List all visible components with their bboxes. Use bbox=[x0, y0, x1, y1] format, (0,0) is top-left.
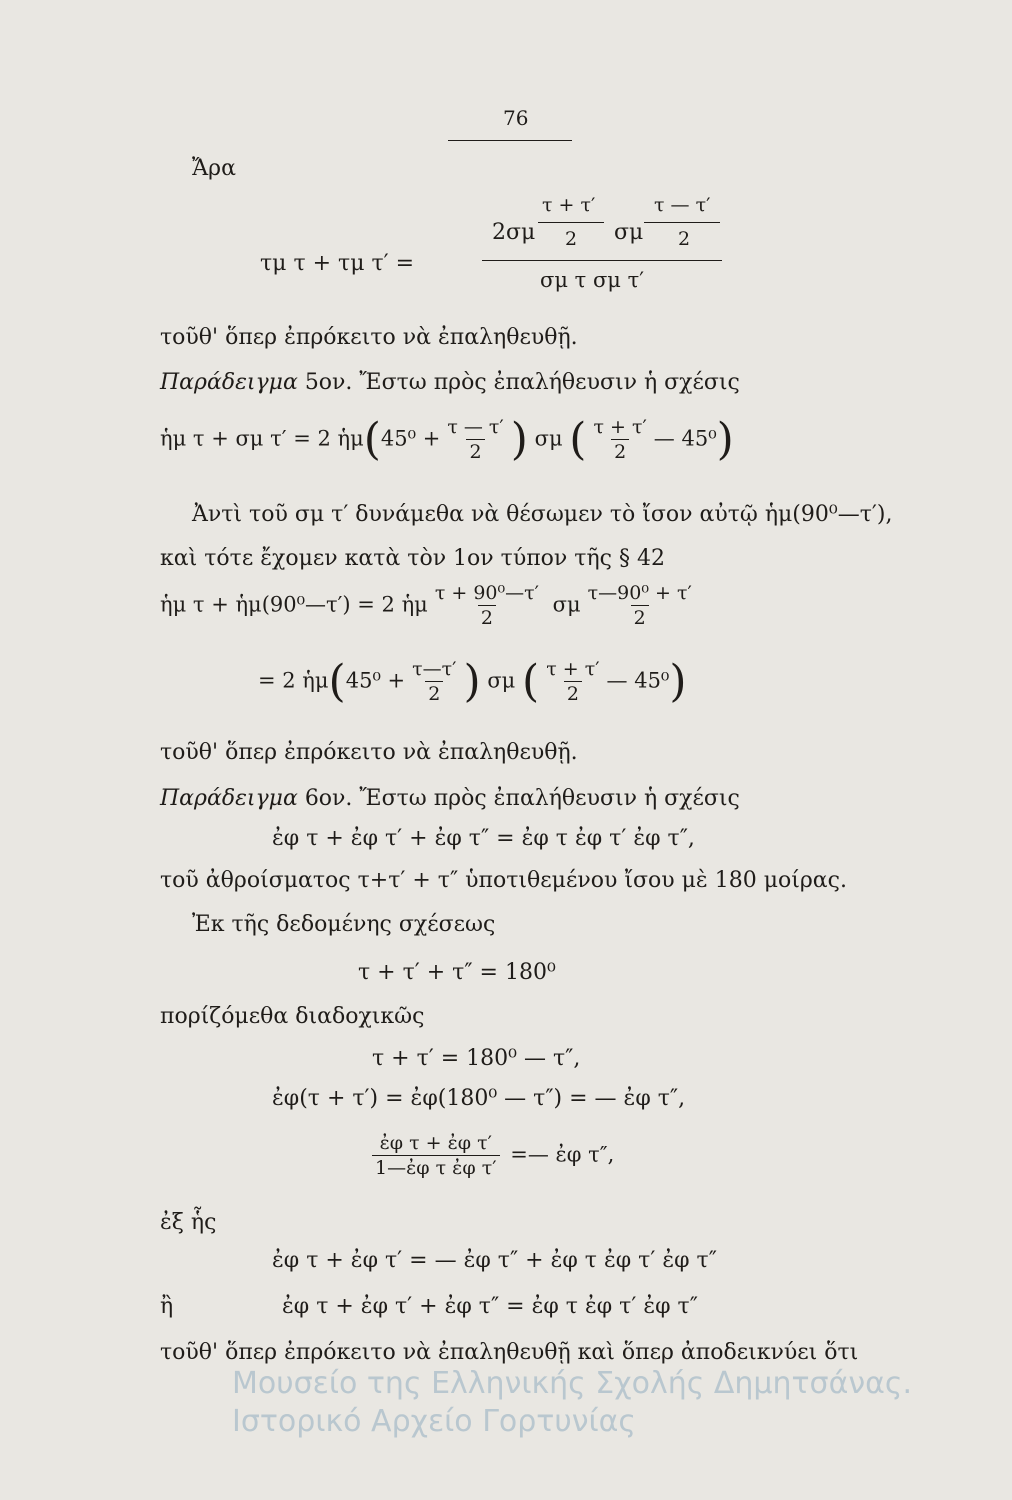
page-number: 76 bbox=[503, 106, 529, 130]
ex5-eq2-lhs: ἡμ τ + ἡμ(90⁰—τ′) = 2 ἡμ bbox=[160, 592, 428, 617]
ara-word: Ἄρα bbox=[192, 156, 236, 181]
ex5-line-1: Ἀντὶ τοῦ σμ τ′ δυνάμεθα νὰ θέσωμεν τὸ ἴσον αὐτῷ ἡμ(90⁰—τ′), bbox=[192, 502, 893, 527]
ex6-eq-5 bbox=[372, 1134, 614, 1178]
ex6-ex-his: ἐξ ἧς bbox=[160, 1210, 217, 1235]
conclusion-1: τοῦθ' ὅπερ ἐπρόκειτο νὰ ἐπαληθευθῇ. bbox=[160, 325, 578, 350]
page-number-rule bbox=[448, 140, 572, 141]
example-text: Ἔστω πρὸς ἐπαλήθευσιν ἡ σχέσις bbox=[359, 786, 740, 811]
ex5-eq3-lhs: = 2 ἡμ bbox=[258, 668, 329, 693]
eq1-numerator bbox=[492, 194, 722, 254]
ex5-eq-sm: σμ bbox=[534, 426, 563, 451]
ex5-eq3-frac-b: $\frac{\tau + \tau'}{2}$ bbox=[546, 658, 600, 705]
eq1-frac2-num: τ — τ′ bbox=[654, 194, 711, 216]
ex5-equation: ἡμ τ + σμ τ′ = 2 ἡμ(45⁰ + $\frac{\tau — \tau'}{2}$ ) σμ ( $\frac{\tau + \tau'}{2}$ — 45⁰) bbox=[160, 414, 734, 465]
ex6-final-line: τοῦθ' ὅπερ ἐπρόκειτο νὰ ἐπαληθευθῇ καὶ ὅπερ ἀποδεικνύει ὅτι bbox=[160, 1340, 859, 1365]
eq1-frac2-den: 2 bbox=[678, 228, 691, 250]
eq1-frac1-den: 2 bbox=[565, 228, 578, 250]
eq1-coef: 2σμ bbox=[492, 220, 536, 245]
ex5-eq3-a: 45⁰ + bbox=[345, 668, 406, 693]
ex5-frac-a: $\frac{\tau — \tau'}{2}$ bbox=[447, 416, 504, 463]
example-label: Παράδειγμα bbox=[160, 786, 298, 811]
ex5-eq2-frac-b: $\frac{\text{τ—90⁰ + τ′}}{2}$ bbox=[587, 582, 692, 629]
eq1-sm: σμ bbox=[614, 220, 644, 245]
ex6-line-1: τοῦ ἀθροίσματος τ+τ′ + τ″ ὑποτιθεμένου ἴσου μὲ 180 μοίρας. bbox=[160, 868, 847, 893]
ex5-eq-lhs: ἡμ τ + σμ τ′ = 2 ἡμ bbox=[160, 426, 364, 451]
ex6-eq-4: ἐφ(τ + τ′) = ἐφ(180⁰ — τ″) = — ἐφ τ″, bbox=[272, 1086, 686, 1111]
ex5-eq2-frac-a: $\frac{\text{τ + 90⁰—τ′}}{2}$ bbox=[434, 582, 539, 629]
ex5-frac-b: $\frac{\tau + \tau'}{2}$ bbox=[593, 416, 647, 463]
ex5-eq3-frac-a: $\frac{\tau—\tau'}{2}$ bbox=[412, 658, 457, 705]
eq1-lhs: τμ τ + τμ τ′ = bbox=[260, 251, 415, 276]
ex6-eta: ἢ bbox=[160, 1294, 174, 1319]
eq1-frac1-num: τ + τ′ bbox=[542, 194, 596, 216]
ex5-eq3-sm: σμ bbox=[487, 668, 516, 693]
example-text: Ἔστω πρὸς ἐπαλήθευσιν ἡ σχέσις bbox=[359, 370, 740, 395]
ex6-eq5-rhs: =— ἐφ τ″, bbox=[510, 1142, 615, 1167]
example-6-heading bbox=[160, 788, 740, 810]
example-5-heading bbox=[160, 372, 740, 394]
conclusion-2: τοῦθ' ὅπερ ἐπρόκειτο νὰ ἐπαληθευθῇ. bbox=[160, 740, 578, 765]
ex6-eq-6: ἐφ τ + ἐφ τ′ = — ἐφ τ″ + ἐφ τ ἐφ τ′ ἐφ τ″ bbox=[272, 1248, 717, 1273]
ex6-line-2: Ἐκ τῆς δεδομένης σχέσεως bbox=[192, 912, 496, 937]
ex6-eq-2: τ + τ′ + τ″ = 180⁰ bbox=[358, 960, 556, 985]
ex5-equation-2 bbox=[160, 584, 699, 628]
ex5-eq3-b: — 45⁰ bbox=[606, 668, 670, 693]
ex5-equation-3: = 2 ἡμ(45⁰ + $\frac{\tau—\tau'}{2}$ ) σμ ( $\frac{\tau + \tau'}{2}$ — 45⁰) bbox=[258, 656, 687, 707]
ex5-eq2-sm: σμ bbox=[552, 592, 581, 617]
watermark-line-2: Ιστορικό Αρχείο Γορτυνίας bbox=[232, 1404, 637, 1439]
ex6-eq-3: τ + τ′ = 180⁰ — τ″, bbox=[372, 1046, 581, 1071]
ex5-line-2: καὶ τότε ἔχομεν κατὰ τὸν 1ον τύπον τῆς § 42 bbox=[160, 546, 665, 571]
ex6-line-3: πορίζόμεθα διαδοχικῶς bbox=[160, 1004, 425, 1029]
ex5-eq-a: 45⁰ + bbox=[380, 426, 441, 451]
ex6-eq-7: ἐφ τ + ἐφ τ′ + ἐφ τ″ = ἐφ τ ἐφ τ′ ἐφ τ″ bbox=[282, 1294, 698, 1319]
eq1-denominator: σμ τ σμ τ′ bbox=[540, 268, 644, 292]
watermark-line-1: Μουσείο της Ελληνικής Σχολής Δημητσάνας. bbox=[232, 1366, 913, 1401]
ex5-eq-b: — 45⁰ bbox=[653, 426, 717, 451]
example-number: 5ον. bbox=[304, 370, 353, 395]
ex6-eq-1: ἐφ τ + ἐφ τ′ + ἐφ τ″ = ἐφ τ ἐφ τ′ ἐφ τ″, bbox=[272, 826, 695, 851]
example-number: 6ον. bbox=[304, 786, 353, 811]
example-label: Παράδειγμα bbox=[160, 370, 298, 395]
ex6-eq5-frac: $\frac{\text{ἐφ τ + ἐφ τ′}}{\text{1—ἐφ τ ἐφ τ′}}$ bbox=[372, 1134, 500, 1178]
